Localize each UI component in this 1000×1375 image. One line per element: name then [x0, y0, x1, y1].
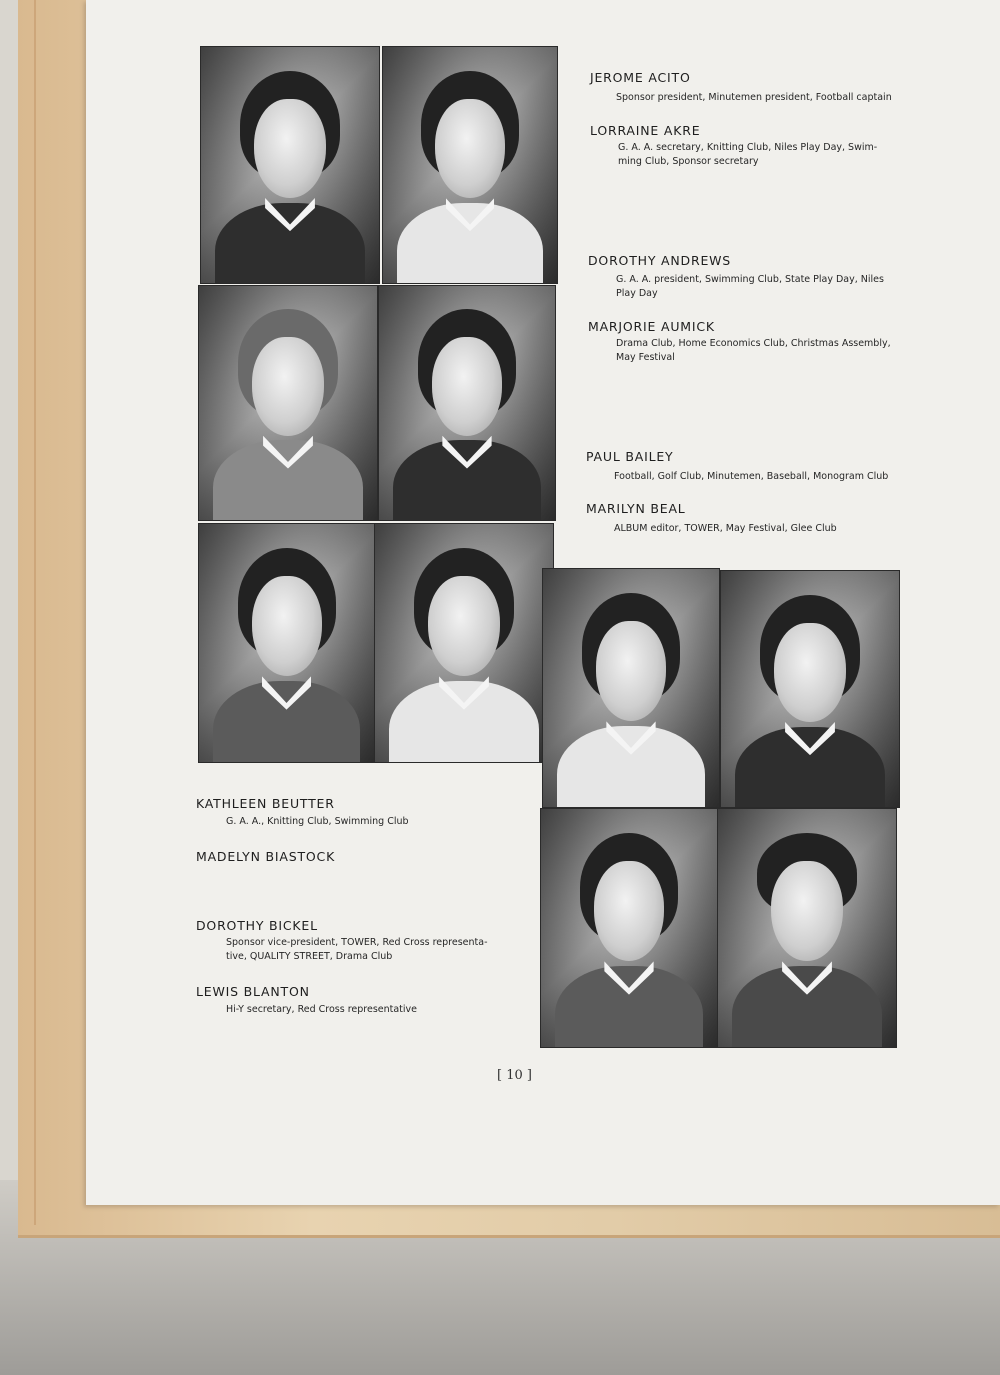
- portrait-madelyn-biastock: [720, 570, 900, 808]
- student-name: JEROME ACITO: [590, 70, 691, 85]
- portrait-dorothy-andrews: [198, 285, 378, 521]
- student-activities: Football, Golf Club, Minutemen, Baseball, Monogram Club: [614, 471, 889, 482]
- portrait-jerome-acito: [200, 46, 380, 284]
- portrait-marjorie-aumick: [378, 285, 556, 521]
- student-name: MARJORIE AUMICK: [588, 319, 715, 334]
- student-name: DOROTHY ANDREWS: [588, 253, 732, 268]
- student-name: PAUL BAILEY: [586, 449, 674, 464]
- portrait-marilyn-beal: [374, 523, 554, 763]
- student-activities: Hi-Y secretary, Red Cross representative: [226, 1004, 418, 1015]
- student-activities: ALBUM editor, TOWER, May Festival, Glee Club: [614, 523, 837, 534]
- student-name: MARILYN BEAL: [586, 501, 686, 516]
- student-name: KATHLEEN BEUTTER: [196, 796, 335, 811]
- student-activities: G. A. A., Knitting Club, Swimming Club: [226, 816, 409, 827]
- page-number: [ 10 ]: [497, 1068, 532, 1083]
- student-activities: G. A. A. president, Swimming Club, State Play Day, Niles Play Day: [616, 274, 884, 299]
- student-name: DOROTHY BICKEL: [196, 918, 318, 933]
- portrait-dorothy-bickel: [540, 808, 718, 1048]
- student-activities: G. A. A. secretary, Knitting Club, Niles Play Day, Swim- ming Club, Sponsor secretary: [618, 142, 878, 167]
- student-name: MADELYN BIASTOCK: [196, 849, 336, 864]
- student-name: LORRAINE AKRE: [590, 123, 701, 138]
- student-activities: Sponsor president, Minutemen president, Football captain: [616, 92, 892, 103]
- student-activities: Sponsor vice-president, TOWER, Red Cross representa- tive, QUALITY STREET, Drama Club: [226, 937, 488, 962]
- portrait-lorraine-akre: [382, 46, 558, 284]
- portrait-lewis-blanton: [717, 808, 897, 1048]
- student-name: LEWIS BLANTON: [196, 984, 310, 999]
- portrait-kathleen-beutter: [542, 568, 720, 808]
- portrait-paul-bailey: [198, 523, 375, 763]
- student-activities: Drama Club, Home Economics Club, Christmas Assembly, May Festival: [616, 338, 891, 363]
- cover-spine-crease: [34, 0, 36, 1225]
